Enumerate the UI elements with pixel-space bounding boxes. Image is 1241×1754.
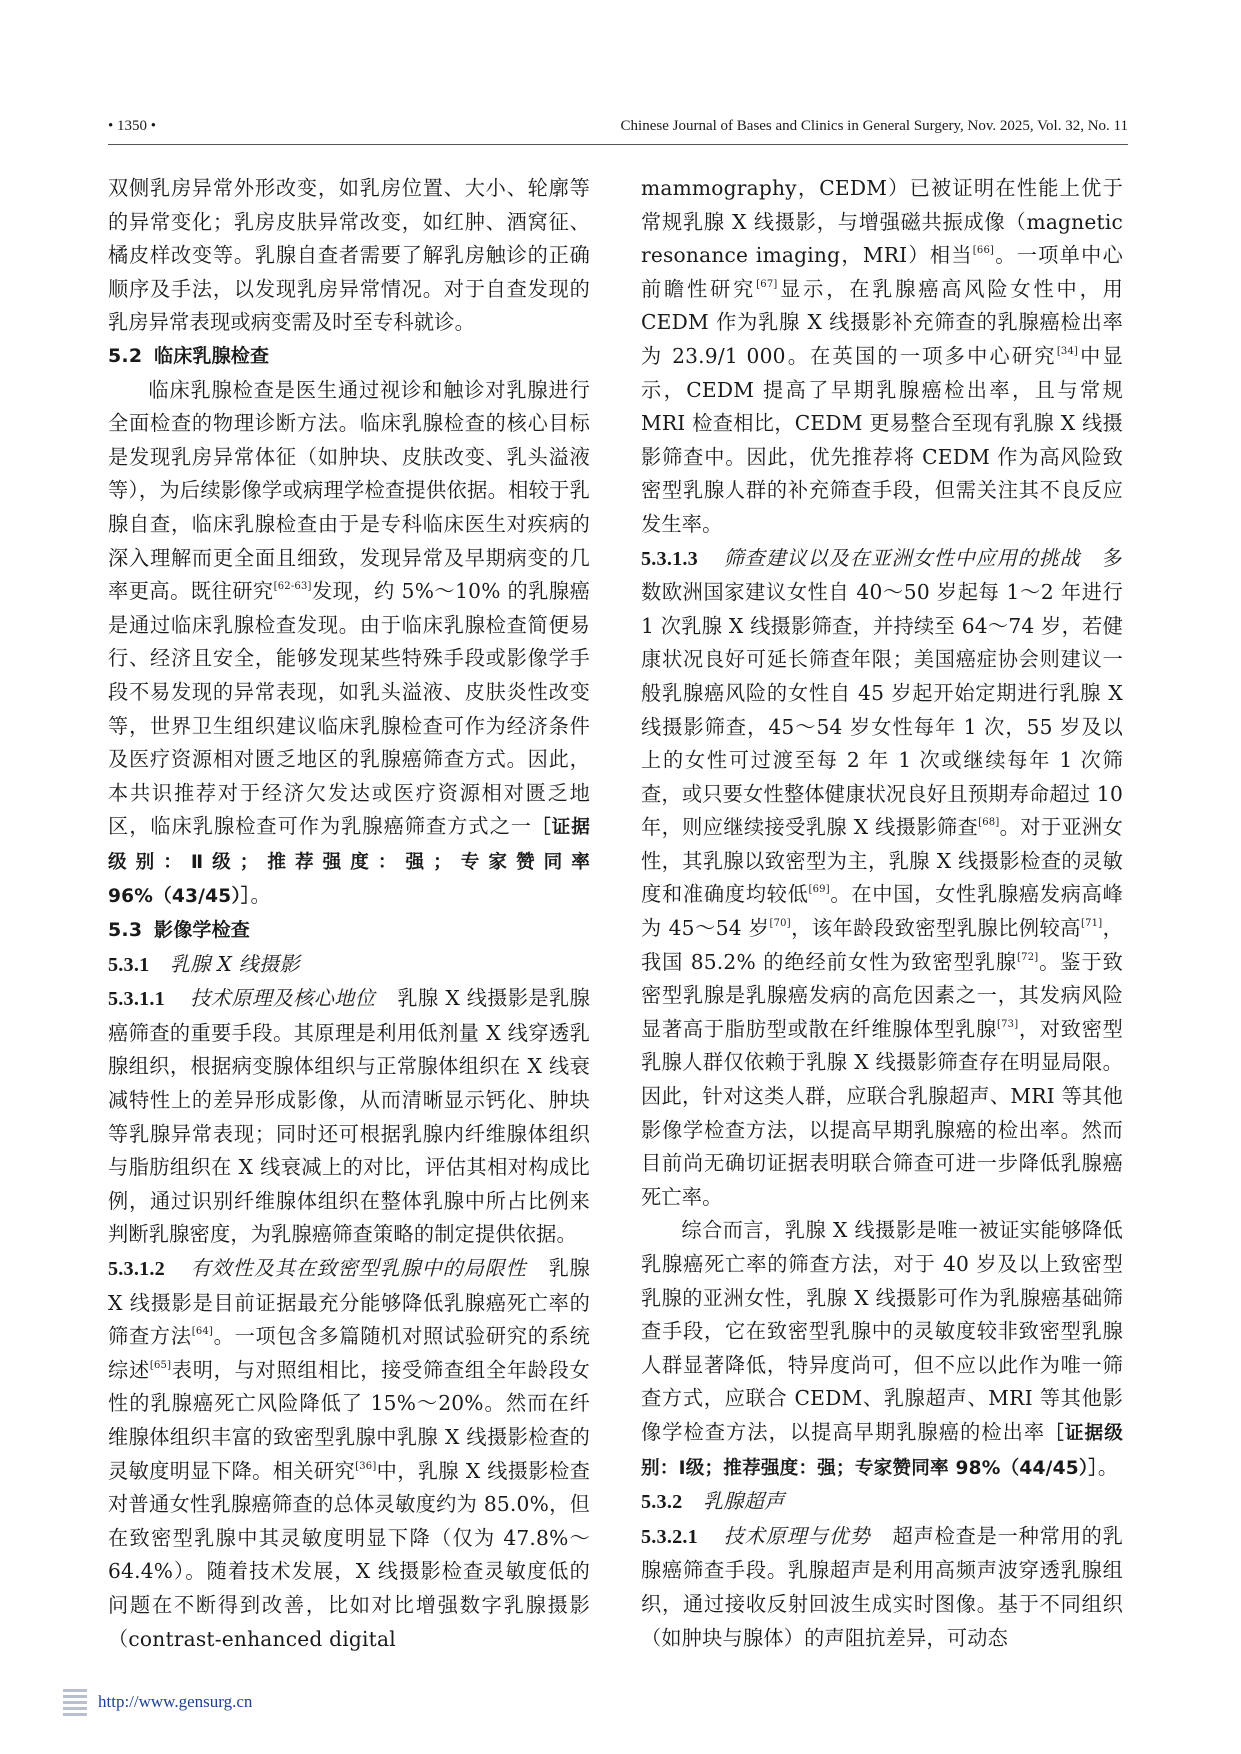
citation-link[interactable]: [36] xyxy=(355,1460,377,1472)
evidence-level: ［证据级别：Ⅱ级；推荐强度：强；专家赞同率 96%（43/45）］ xyxy=(108,817,590,908)
citation-link[interactable]: [62-63] xyxy=(273,581,312,593)
citation-link[interactable]: [65] xyxy=(149,1359,172,1371)
text-run: 。鉴于致密型乳腺是乳腺癌发病的高危因素之一，其发病风险显著高于脂肪型或散在纤维腺体型乳腺 xyxy=(641,949,1123,1041)
text-run: 中显示，CEDM 提高了早期乳腺癌检出率，且与常规 MRI 检查相比，CEDM 更易整合至现有乳腺 X 线摄影筛查中。因此，优先推荐将 CEDM 作为高风险致密型乳腺人群的补充筛查手段，但需关注其不良反应发生率。 xyxy=(641,343,1123,536)
text-run: 发现，约 5%～10% 的乳腺癌是通过临床乳腺检查发现。由于临床乳腺检查简便易行、经济且安全，能够发现某些特殊手段或影像学手段不易发现的异常表现，如乳头溢液、皮肤炎性改变等，世界卫生组织建议临床乳腺检查可作为经济条件及医疗资源相对匮乏地区的乳腺癌筛查方式。因此，本共识推荐对于经济欠发达或医疗资源相对匮乏地区，临床乳腺检查可作为乳腺癌筛查方式之一 xyxy=(108,579,590,839)
citation-link[interactable]: [72] xyxy=(1017,951,1039,963)
citation-link[interactable]: [71] xyxy=(1080,918,1103,930)
text-run: 。 xyxy=(250,883,271,908)
subsection-title: 乳腺超声 xyxy=(703,1489,785,1514)
paragraph: 双侧乳房异常外形改变，如乳房位置、大小、轮廓等的异常变化；乳房皮肤异常改变，如红肿、酒窝征、橘皮样改变等。乳腺自查者需要了解乳房触诊的正确顺序及手法，以发现乳房异常情况。对于自查发现的乳房异常表现或病变需及时至专科就诊。 xyxy=(108,176,590,335)
section-number: 5.2 xyxy=(108,344,143,367)
left-column xyxy=(108,172,590,1656)
text-run: 。 xyxy=(1097,1454,1119,1479)
subsubsection-number: 5.3.1.2 xyxy=(108,1258,165,1280)
section-heading xyxy=(108,340,590,374)
text-run: 。对于亚洲女性，其乳腺以致密型为主，乳腺 X 线摄影检查的灵敏度和准确度均较低 xyxy=(641,815,1123,907)
subsubsection-number: 5.3.2.1 xyxy=(641,1525,698,1548)
journal-citation: Chinese Journal of Bases and Clinics in General Surgery, Nov. 2025, Vol. 32, No. 11 xyxy=(620,118,1128,134)
subsection-title: 乳腺 X 线摄影 xyxy=(170,951,300,976)
paragraph xyxy=(641,1214,1123,1485)
text-run: 显示，在乳腺癌高风险女性中，用 CEDM 作为乳腺 X 线摄影补充筛查的乳腺癌检出率为 23.9/1 000。在英国的一项多中心研究 xyxy=(641,276,1123,368)
text-run: 超声检查是一种常用的乳腺癌筛查手段。乳腺超声是利用高频声波穿透乳腺组织，通过接收反射回波生成实时图像。基于不同组织（如肿块与腺体）的声阻抗差异，可动态 xyxy=(641,1523,1123,1650)
paragraph xyxy=(108,982,590,1252)
text-run: ，对致密型乳腺人群仅依赖于乳腺 X 线摄影筛查存在明显局限。因此，针对这类人群，应联合乳腺超声、MRI 等其他影像学检查方法，以提高早期乳腺癌的检出率。然而目前尚无确切证据表明联合筛查可进一步降低乳腺癌死亡率。 xyxy=(641,1016,1123,1209)
text-run: mammography，CEDM）已被证明在性能上优于常规乳腺 X 线摄影，与增强磁共振成像（magnetic resonance imaging，MRI）相当 xyxy=(641,176,1123,268)
citation-link[interactable]: [34] xyxy=(1056,345,1079,357)
text-run: 中，乳腺 X 线摄影检查对普通女性乳腺癌筛查的总体灵敏度约为 85.0%，但在致密型乳腺中其灵敏度明显下降（仅为 47.8%～64.4%）。随着技术发展，X 线摄影检查灵敏度低的问题在不断得到改善，比如对比增强数字乳腺摄影（contrast-enhanced digital xyxy=(108,1458,591,1651)
text-run: 临床乳腺检查是医生通过视诊和触诊对乳腺进行全面检查的物理诊断方法。临床乳腺检查的核心目标是发现乳房异常体征（如肿块、皮肤改变、乳头溢液等），为后续影像学或病理学检查提供依据。相较于乳腺自查，临床乳腺检查由于是专科临床医生对疾病的深入理解而更全面且细致，发现异常及早期病变的几率更高。既往研究 xyxy=(108,377,590,604)
text-run: 乳腺 X 线摄影是目前证据最充分能够降低乳腺癌死亡率的筛查方法 xyxy=(108,1256,590,1349)
citation-link[interactable]: [73] xyxy=(996,1018,1019,1030)
right-column xyxy=(641,172,1123,1655)
text-run: 多数欧洲国家建议女性自 40～50 岁起每 1～2 年进行 1 次乳腺 X 线摄影筛查，并持续至 64～74 岁，若健康状况良好可延长筛查年限；美国癌症协会则建议一般乳腺癌风险的女性自 45 岁起开始定期进行乳腺 X 线摄影筛查，45～54 岁女性每年 1 次，55 岁及以上的女性可过渡至每 2 年 1 次或继续每年 1 次筛查，或只要女性整体健康状况良好且预期寿命超过 10 年，则应继续接受乳腺 X 线摄影筛查 xyxy=(641,545,1123,840)
subsection-number: 5.3.1 xyxy=(108,953,150,976)
subsubsection-number: 5.3.1.1 xyxy=(108,988,165,1011)
citation-link[interactable]: [70] xyxy=(769,918,791,930)
text-run: 。一项包含多篇随机对照试验研究的系统综述 xyxy=(108,1324,590,1382)
subsubsection-number: 5.3.1.3 xyxy=(641,547,698,570)
subsubsection-title: 筛查建议以及在亚洲女性中应用的挑战 xyxy=(723,545,1081,570)
paragraph xyxy=(108,1252,590,1656)
text-run: 综合而言，乳腺 X 线摄影是唯一被证实能够降低乳腺癌死亡率的筛查方法，对于 40 岁及以上致密型乳腺的亚洲女性，乳腺 X 线摄影可作为乳腺癌基础筛查手段，它在致密型乳腺中的灵敏度较非致密型乳腺人群显著降低，特异度尚可，但不应以此作为唯一筛查方式，应联合 CEDM、乳腺超声、MRI 等其他影像学检查方法，以提高早期乳腺癌的检出率 xyxy=(641,1218,1123,1444)
text-run: 表明，与对照组相比，接受筛查组全年龄段女性的乳腺癌死亡风险降低了 15%～20%。然而在纤维腺体组织丰富的致密型乳腺中乳腺 X 线摄影检查的灵敏度明显下降。相关研究 xyxy=(108,1357,590,1483)
text-run: ，该年龄段致密型乳腺比例较高 xyxy=(790,916,1081,941)
subsubsection-title: 技术原理与优势 xyxy=(723,1523,871,1548)
subsubsection-title: 有效性及其在致密型乳腺中的局限性 xyxy=(190,1256,527,1280)
subsection-heading xyxy=(108,948,590,983)
page-header xyxy=(108,118,1128,145)
citation-link[interactable]: [66] xyxy=(972,245,995,257)
citation-link[interactable]: [67] xyxy=(756,278,778,290)
subsection-heading xyxy=(641,1485,1123,1520)
text-run: 。在中国，女性乳腺癌发病高峰为 45～54 岁 xyxy=(641,882,1123,941)
section-title: 临床乳腺检查 xyxy=(154,344,270,367)
text-run: 乳腺 X 线摄影是乳腺癌筛查的重要手段。其原理是利用低剂量 X 线穿透乳腺组织，根据病变腺体组织与正常腺体组织在 X 线衰减特性上的差异形成影像，从而清晰显示钙化、肿块等乳腺异常表现；同时还可根据乳腺内纤维腺体组织与脂肪组织在 X 线衰减上的对比，评估其相对构成比例，通过识别纤维腺体组织在整体乳腺中所占比例来判断乳腺密度，为乳腺癌筛查策略的制定提供依据。 xyxy=(108,986,590,1247)
citation-link[interactable]: [68] xyxy=(978,817,1000,829)
paragraph xyxy=(641,542,1123,1215)
section-heading xyxy=(108,914,590,948)
paragraph xyxy=(108,374,590,915)
citation-link[interactable]: [69] xyxy=(808,884,830,896)
subsubsection-title: 技术原理及核心地位 xyxy=(190,986,376,1011)
section-number: 5.3 xyxy=(108,919,143,942)
journal-website-link[interactable]: http://www.gensurg.cn xyxy=(98,1692,253,1711)
paragraph xyxy=(641,172,1123,542)
text-run: ，我国 85.2% 的绝经前女性为致密型乳腺 xyxy=(641,916,1123,974)
page-number: • 1350 • xyxy=(108,118,157,134)
paragraph xyxy=(641,1520,1123,1655)
section-title: 影像学检查 xyxy=(154,919,251,942)
journal-logo-icon xyxy=(60,1686,90,1720)
text-run: 。一项单中心前瞻性研究 xyxy=(641,243,1123,301)
subsection-number: 5.3.2 xyxy=(641,1491,683,1514)
citation-link[interactable]: [64] xyxy=(191,1326,214,1338)
evidence-level: ［证据级别：Ⅰ级；推荐强度：强；专家赞同率 98%（44/45）］ xyxy=(641,1422,1123,1479)
